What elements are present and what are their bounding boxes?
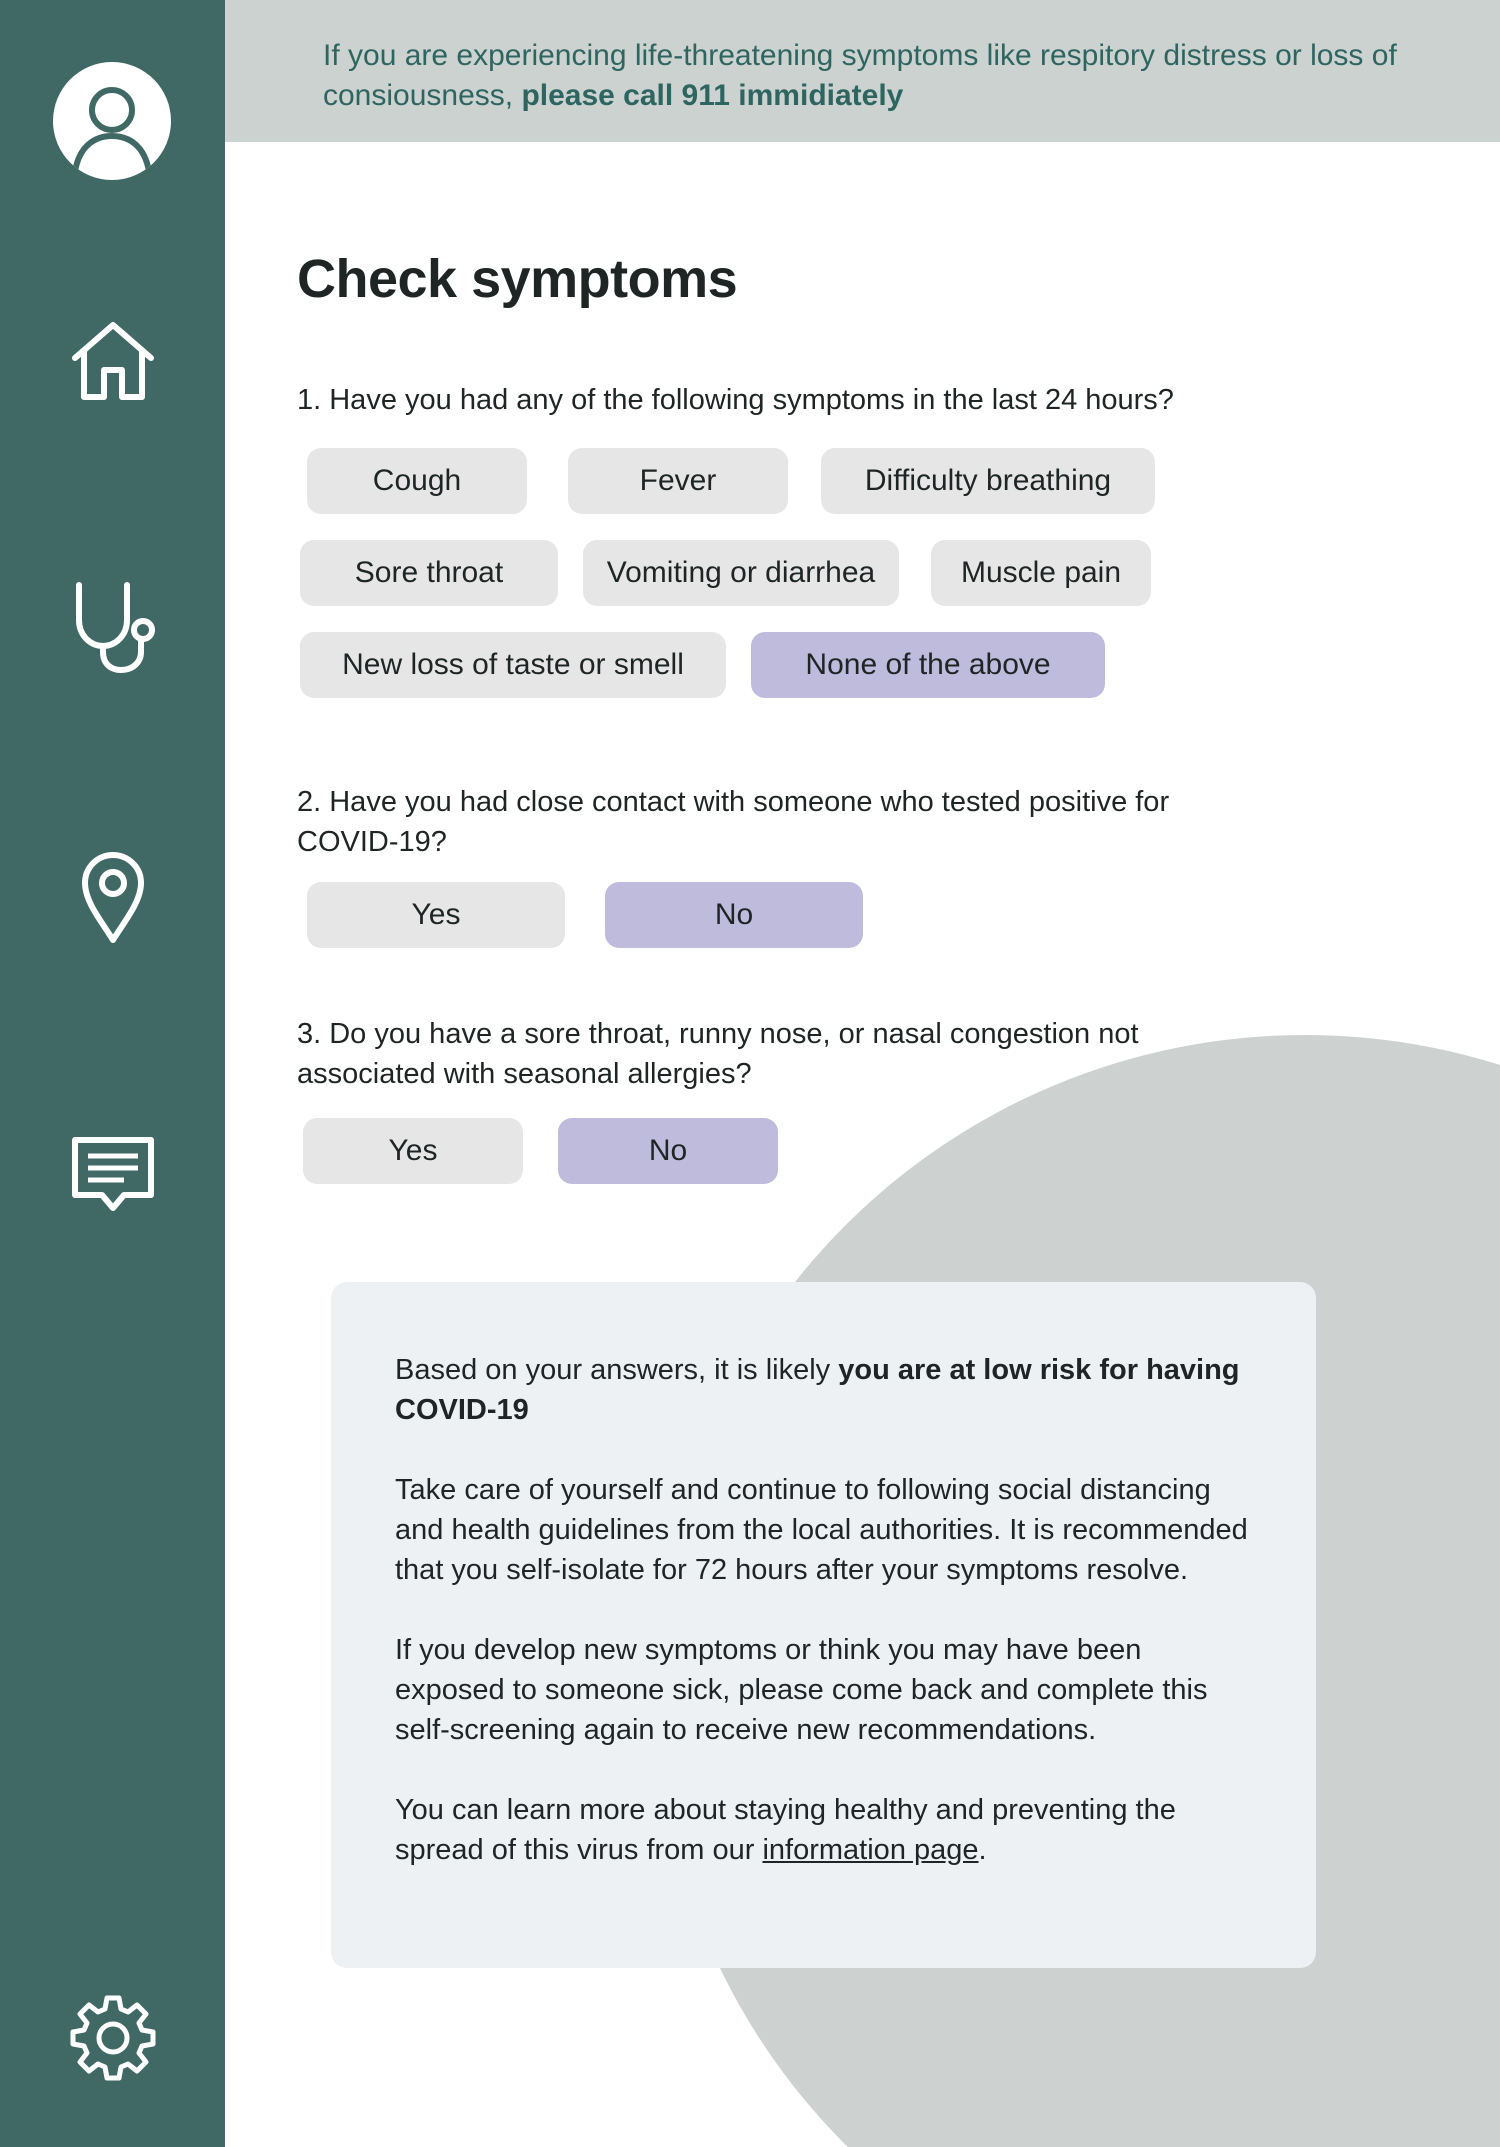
- alert-text: If you are experiencing life-threatening symptoms like respitory distress or loss of consiousness,: [323, 39, 1397, 112]
- q2-yes-button[interactable]: Yes: [307, 882, 565, 948]
- page-title: Check symptoms: [297, 249, 738, 309]
- result-followup: If you develop new symptoms or think you may have been exposed to someone sick, please come back and complete this self-screening again to receive new recommendations.: [395, 1634, 1208, 1746]
- result-summary: [395, 1350, 1256, 1430]
- option-vomiting-or-diarrhea[interactable]: Vomiting or diarrhea: [583, 540, 899, 606]
- option-muscle-pain[interactable]: Muscle pain: [931, 540, 1151, 606]
- sidebar: [0, 0, 225, 2147]
- main-content: [225, 0, 1500, 2147]
- alert-emphasis: please call 911 immidiately: [521, 79, 904, 112]
- q3-yes-button[interactable]: Yes: [303, 1118, 523, 1184]
- location-pin-icon: [80, 850, 146, 945]
- result-risk-level: you are at low risk for having COVID-19: [395, 1354, 1240, 1426]
- option-sore-throat[interactable]: Sore throat: [300, 540, 558, 606]
- emergency-alert-banner: [225, 0, 1500, 142]
- gear-icon: [67, 1992, 159, 2084]
- result-guidance: Take care of yourself and continue to following social distancing and health guidelines from the local authorities. It is recommended that you self-isolate for 72 hours after your symptoms resolve.: [395, 1474, 1248, 1586]
- learn-more-end: .: [978, 1834, 987, 1866]
- option-cough[interactable]: Cough: [307, 448, 527, 514]
- result-intro: Based on your answers, it is likely: [395, 1354, 831, 1386]
- option-none-of-the-above[interactable]: None of the above: [751, 632, 1105, 698]
- information-page-link[interactable]: information page: [762, 1834, 979, 1866]
- option-difficulty-breathing[interactable]: Difficulty breathing: [821, 448, 1155, 514]
- option-fever[interactable]: Fever: [568, 448, 788, 514]
- sidebar-item-home[interactable]: [0, 318, 225, 403]
- question-2-text: 2. Have you had close contact with someone who tested positive for COVID-19?: [297, 786, 1170, 858]
- result-card: [331, 1282, 1316, 1968]
- question-3-text: 3. Do you have a sore throat, runny nose, or nasal congestion not associated with seasonal allergies?: [297, 1018, 1139, 1090]
- q2-no-button[interactable]: No: [605, 882, 863, 948]
- question-1-text: 1. Have you had any of the following symptoms in the last 24 hours?: [297, 384, 1174, 416]
- sidebar-item-symptoms[interactable]: [0, 580, 225, 675]
- sidebar-item-messages[interactable]: [0, 1135, 225, 1215]
- user-icon: [53, 62, 171, 180]
- result-learn-more: [395, 1790, 1256, 1870]
- message-icon: [70, 1135, 156, 1215]
- sidebar-item-settings[interactable]: [0, 1992, 225, 2084]
- home-icon: [70, 320, 156, 402]
- learn-more-text: You can learn more about staying healthy and preventing the spread of this virus from our: [395, 1794, 1176, 1866]
- profile-avatar-button[interactable]: [53, 62, 171, 180]
- stethoscope-icon: [65, 580, 161, 675]
- option-new-loss-of-taste-or-smell[interactable]: New loss of taste or smell: [300, 632, 726, 698]
- q3-no-button[interactable]: No: [558, 1118, 778, 1184]
- sidebar-item-locations[interactable]: [0, 850, 225, 945]
